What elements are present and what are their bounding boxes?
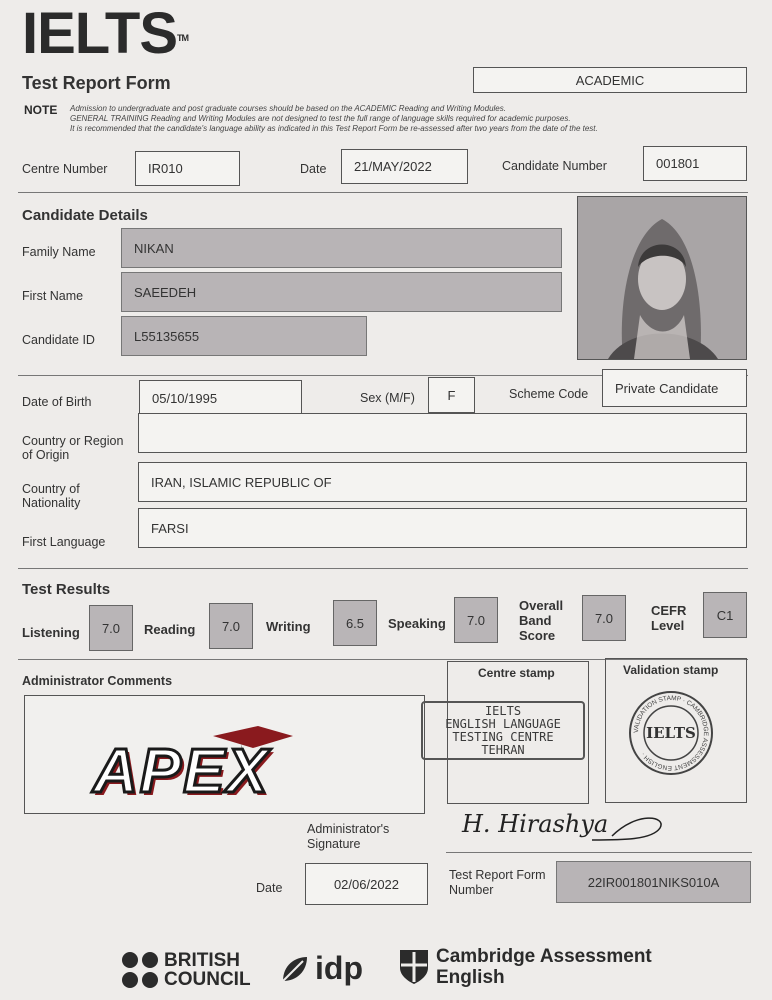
- first-language-field: [138, 508, 747, 548]
- writing-label: Writing: [266, 619, 311, 634]
- overall-label-line-2: Band: [519, 613, 552, 628]
- candidate-id-value: L55135655: [134, 328, 200, 344]
- candidate-photo: [577, 196, 747, 360]
- divider-1: [18, 192, 748, 193]
- cefr-level-label: [651, 603, 686, 633]
- signature-text: H. Hirashya: [462, 810, 609, 838]
- scheme-code-field: [602, 369, 747, 407]
- date-field: [341, 149, 468, 184]
- cefr-label-line-1: CEFR: [651, 603, 687, 618]
- speaking-score-value: 7.0: [466, 612, 486, 628]
- centre-number-field: [135, 151, 240, 186]
- writing-score-value: 6.5: [345, 615, 365, 631]
- centre-number-value: IR010: [148, 161, 183, 176]
- listening-score: [89, 605, 133, 651]
- british-council-logo: [120, 950, 251, 990]
- candidate-id-field: [121, 316, 367, 356]
- idp-leaf-icon: [277, 951, 313, 987]
- country-origin-field: [138, 413, 747, 453]
- signature-label: [307, 822, 389, 852]
- trf-label-line-2: Number: [449, 883, 494, 897]
- first-name-field: [121, 272, 562, 312]
- scheme-code-value: Private Candidate: [615, 380, 719, 396]
- date-value: 21/MAY/2022: [354, 159, 432, 174]
- ielts-logo: [22, 1, 189, 66]
- candidate-number-field: [643, 146, 747, 181]
- admin-comments-label: Administrator Comments: [22, 674, 173, 688]
- scheme-code-label: Scheme Code: [509, 387, 589, 401]
- cambridge-line-1: Cambridge Assessment: [436, 946, 652, 967]
- validation-seal: [628, 690, 714, 776]
- signature-label-line-1: Administrator's: [307, 822, 390, 836]
- candidate-number-value: 001801: [656, 156, 700, 171]
- cefr-level-value: C1: [716, 607, 734, 623]
- issue-date-field: [305, 863, 428, 905]
- issue-date-label: Date: [256, 881, 283, 895]
- centre-stamp-line-4: TEHRAN: [481, 743, 525, 757]
- first-language-value: FARSI: [151, 520, 189, 536]
- country-origin-label-line-1: Country or Region: [22, 434, 124, 448]
- test-results-title: Test Results: [22, 581, 111, 598]
- cefr-level-score: [703, 592, 747, 638]
- dob-value: 05/10/1995: [152, 390, 218, 406]
- speaking-label: Speaking: [388, 616, 446, 631]
- british-council-line-1: BRITISH: [164, 950, 240, 971]
- centre-stamp: [421, 701, 585, 760]
- trf-number-value: 22IR001801NIKS010A: [587, 874, 720, 890]
- country-origin-label-line-2: of Origin: [22, 448, 70, 462]
- overall-label-line-3: Score: [519, 628, 556, 643]
- centre-number-label: Centre Number: [22, 162, 108, 176]
- signature-label-line-2: Signature: [307, 837, 361, 851]
- idp-text: idp: [315, 950, 363, 986]
- cambridge-logo: [398, 946, 652, 988]
- date-label: Date: [300, 162, 327, 176]
- candidate-details-title: Candidate Details: [22, 207, 148, 224]
- validation-seal-text: IELTS: [646, 724, 696, 742]
- reading-score-value: 7.0: [221, 618, 241, 634]
- apex-watermark-text: APEX: [93, 737, 270, 806]
- nationality-label: [22, 482, 80, 510]
- cefr-label-line-2: Level: [651, 618, 685, 633]
- divider-3: [18, 568, 748, 569]
- overall-band-label: [519, 598, 563, 643]
- trf-number-label: [449, 868, 546, 898]
- form-title: Test Report Form: [22, 73, 171, 93]
- family-name-label: Family Name: [22, 245, 96, 259]
- photo-portrait-icon: [578, 197, 746, 359]
- dob-field: [139, 380, 302, 416]
- centre-stamp-label: Centre stamp: [478, 666, 555, 680]
- sex-field: [428, 377, 475, 413]
- module-value: ACADEMIC: [575, 72, 645, 88]
- listening-score-value: 7.0: [101, 620, 121, 636]
- overall-score: [582, 595, 626, 641]
- first-name-label: First Name: [22, 289, 84, 303]
- note-line-1: Admission to undergraduate and post graduate courses should be based on the ACADEMIC Reading and Writing Modules.: [70, 104, 506, 113]
- idp-logo: [277, 950, 363, 987]
- reading-score: [209, 603, 253, 649]
- first-language-label: First Language: [22, 535, 106, 549]
- country-origin-label: [22, 434, 123, 462]
- module-field: [473, 67, 747, 93]
- family-name-field: [121, 228, 562, 268]
- sex-value: F: [447, 387, 456, 403]
- note-line-2: GENERAL TRAINING Reading and Writing Modules are not designed to test the full range of language skills required for academic purposes.: [70, 114, 571, 123]
- centre-stamp-line-1: IELTS: [484, 704, 522, 718]
- listening-label: Listening: [22, 625, 80, 640]
- note-line-3: It is recommended that the candidate's language ability as indicated in this Test Report Form be re-assessed after two years from the date of the test.: [70, 124, 598, 133]
- nationality-label-line-1: Country of: [22, 482, 80, 496]
- candidate-number-label: Candidate Number: [502, 159, 607, 173]
- british-council-line-2: COUNCIL: [164, 969, 251, 990]
- cambridge-shield-icon: [398, 948, 430, 986]
- speaking-score: [454, 597, 498, 643]
- centre-stamp-line-3: TESTING CENTRE: [452, 730, 554, 744]
- overall-label-line-1: Overall: [519, 598, 564, 613]
- nationality-value: IRAN, ISLAMIC REPUBLIC OF: [151, 474, 332, 490]
- nationality-label-line-2: Nationality: [22, 496, 81, 510]
- sex-label: Sex (M/F): [360, 391, 415, 405]
- issue-date-value: 02/06/2022: [333, 876, 400, 892]
- overall-score-value: 7.0: [594, 610, 614, 626]
- writing-score: [333, 600, 377, 646]
- validation-stamp-label: Validation stamp: [623, 663, 719, 677]
- cambridge-line-2: English: [436, 967, 505, 988]
- ielts-logo-text: IELTS: [22, 1, 178, 66]
- trf-number-field: [556, 861, 751, 903]
- validation-ring-text: VALIDATION STAMP · CAMBRIDGE ASSESSMENT ENGLISH ·: [632, 694, 710, 772]
- first-name-value: SAEEDEH: [134, 284, 197, 300]
- family-name-value: NIKAN: [134, 240, 174, 256]
- apex-watermark: [93, 726, 363, 821]
- admin-comments-box: [24, 695, 425, 814]
- british-council-dots-icon: [120, 950, 160, 990]
- candidate-id-label: Candidate ID: [22, 333, 95, 347]
- trf-label-line-1: Test Report Form: [449, 868, 546, 882]
- divider-5: [446, 852, 752, 853]
- nationality-field: [138, 462, 747, 502]
- note-label: NOTE: [24, 103, 58, 117]
- centre-stamp-line-2: ENGLISH LANGUAGE: [445, 717, 561, 731]
- dob-label: Date of Birth: [22, 395, 92, 409]
- trademark: TM: [177, 33, 189, 43]
- reading-label: Reading: [144, 622, 196, 637]
